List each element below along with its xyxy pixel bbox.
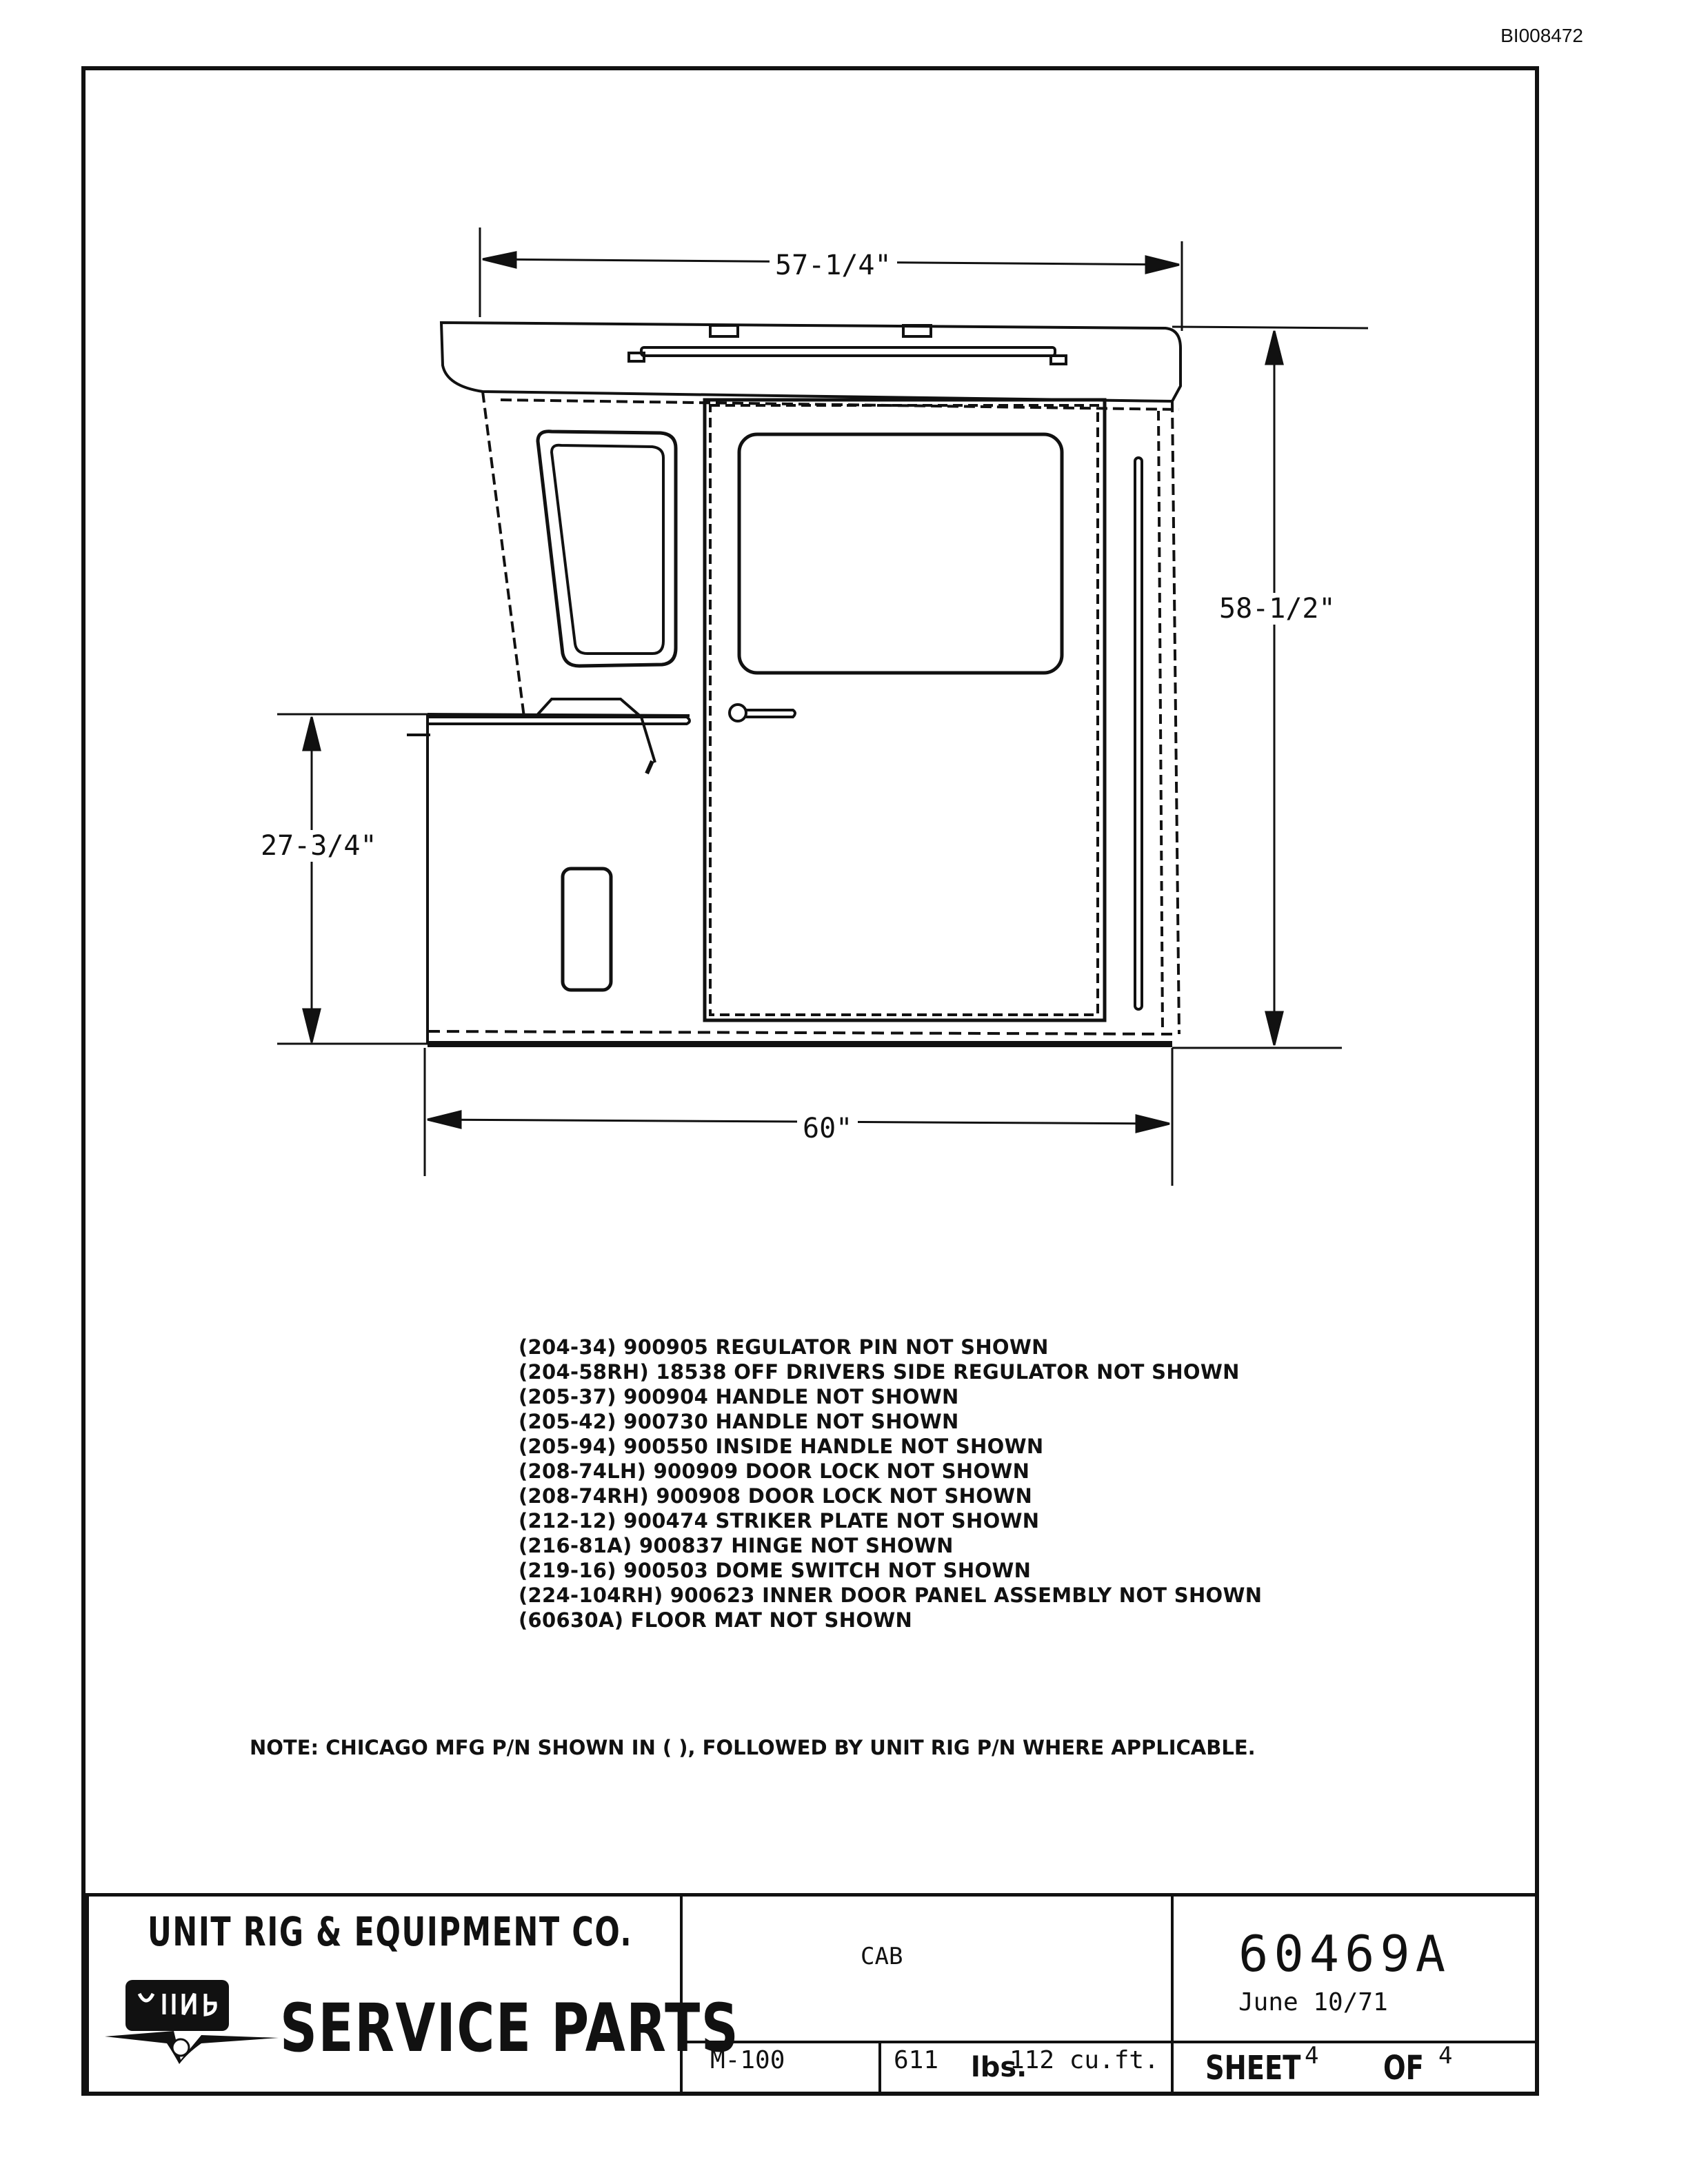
access-panel — [563, 869, 611, 990]
dim-base-width: 60" — [797, 1113, 858, 1144]
door-handle — [730, 705, 746, 721]
sheet-label: SHEET — [1205, 2049, 1301, 2087]
weight-value: 611 — [894, 2046, 939, 2074]
side-window — [538, 432, 676, 666]
parts-list-item: (219-16) 900503 DOME SWITCH NOT SHOWN — [519, 1559, 1032, 1582]
company-name: UNIT RIG & EQUIPMENT CO. — [148, 1908, 633, 1955]
parts-list-item: (208-74RH) 900908 DOOR LOCK NOT SHOWN — [519, 1484, 1033, 1508]
title-block — [86, 1893, 1536, 2092]
drawing-date: June 10/71 — [1238, 1988, 1388, 2016]
of-label: OF — [1383, 2049, 1424, 2087]
unit-rig-logo — [98, 1970, 284, 2067]
trim-strip — [1135, 458, 1142, 1009]
part-number: 60469A — [1238, 1925, 1451, 1983]
part-description: CAB — [861, 1943, 903, 1970]
cab-body-outline — [483, 392, 524, 717]
sheet-number: 4 — [1305, 2042, 1319, 2070]
parts-list — [519, 1335, 1262, 1632]
dim-total-height: 58-1/2" — [1214, 593, 1341, 625]
model: M-100 — [710, 2046, 785, 2074]
document-id: BI008472 — [1500, 25, 1583, 46]
parts-list-item: (216-81A) 900837 HINGE NOT SHOWN — [519, 1534, 954, 1557]
cab-roof — [441, 323, 1180, 401]
weight-unit: lbs. — [971, 2052, 1027, 2083]
parts-list-item: (204-34) 900905 REGULATOR PIN NOT SHOWN — [519, 1335, 1049, 1359]
parts-list-item: (205-42) 900730 HANDLE NOT SHOWN — [519, 1410, 959, 1433]
lower-cab — [428, 714, 1172, 1042]
service-parts-title: SERVICE PARTS — [280, 1990, 740, 2067]
door-window — [739, 434, 1062, 673]
parts-list-item: (224-104RH) 900623 INNER DOOR PANEL ASSEMBLY NOT SHOWN — [519, 1584, 1263, 1607]
parts-list-item: (60630A) FLOOR MAT NOT SHOWN — [519, 1608, 913, 1632]
sheet-total: 4 — [1438, 2042, 1453, 2070]
parts-list-item: (205-94) 900550 INSIDE HANDLE NOT SHOWN — [519, 1435, 1044, 1458]
dim-top-width: 57-1/4" — [770, 250, 897, 281]
parts-list-item: (204-58RH) 18538 OFF DRIVERS SIDE REGULATOR NOT SHOWN — [519, 1360, 1240, 1384]
parts-list-item: (205-37) 900904 HANDLE NOT SHOWN — [519, 1385, 959, 1408]
dim-lower-height: 27-3/4" — [255, 830, 383, 862]
parts-list-item: (212-12) 900474 STRIKER PLATE NOT SHOWN — [519, 1509, 1040, 1533]
volume-value: 112 cu.ft. — [1009, 2046, 1159, 2074]
pn-note: NOTE: CHICAGO MFG P/N SHOWN IN ( ), FOLLOWED BY UNIT RIG P/N WHERE APPLICABLE. — [250, 1736, 1256, 1759]
parts-list-item: (208-74LH) 900909 DOOR LOCK NOT SHOWN — [519, 1459, 1030, 1483]
roof-rail — [641, 347, 1055, 356]
